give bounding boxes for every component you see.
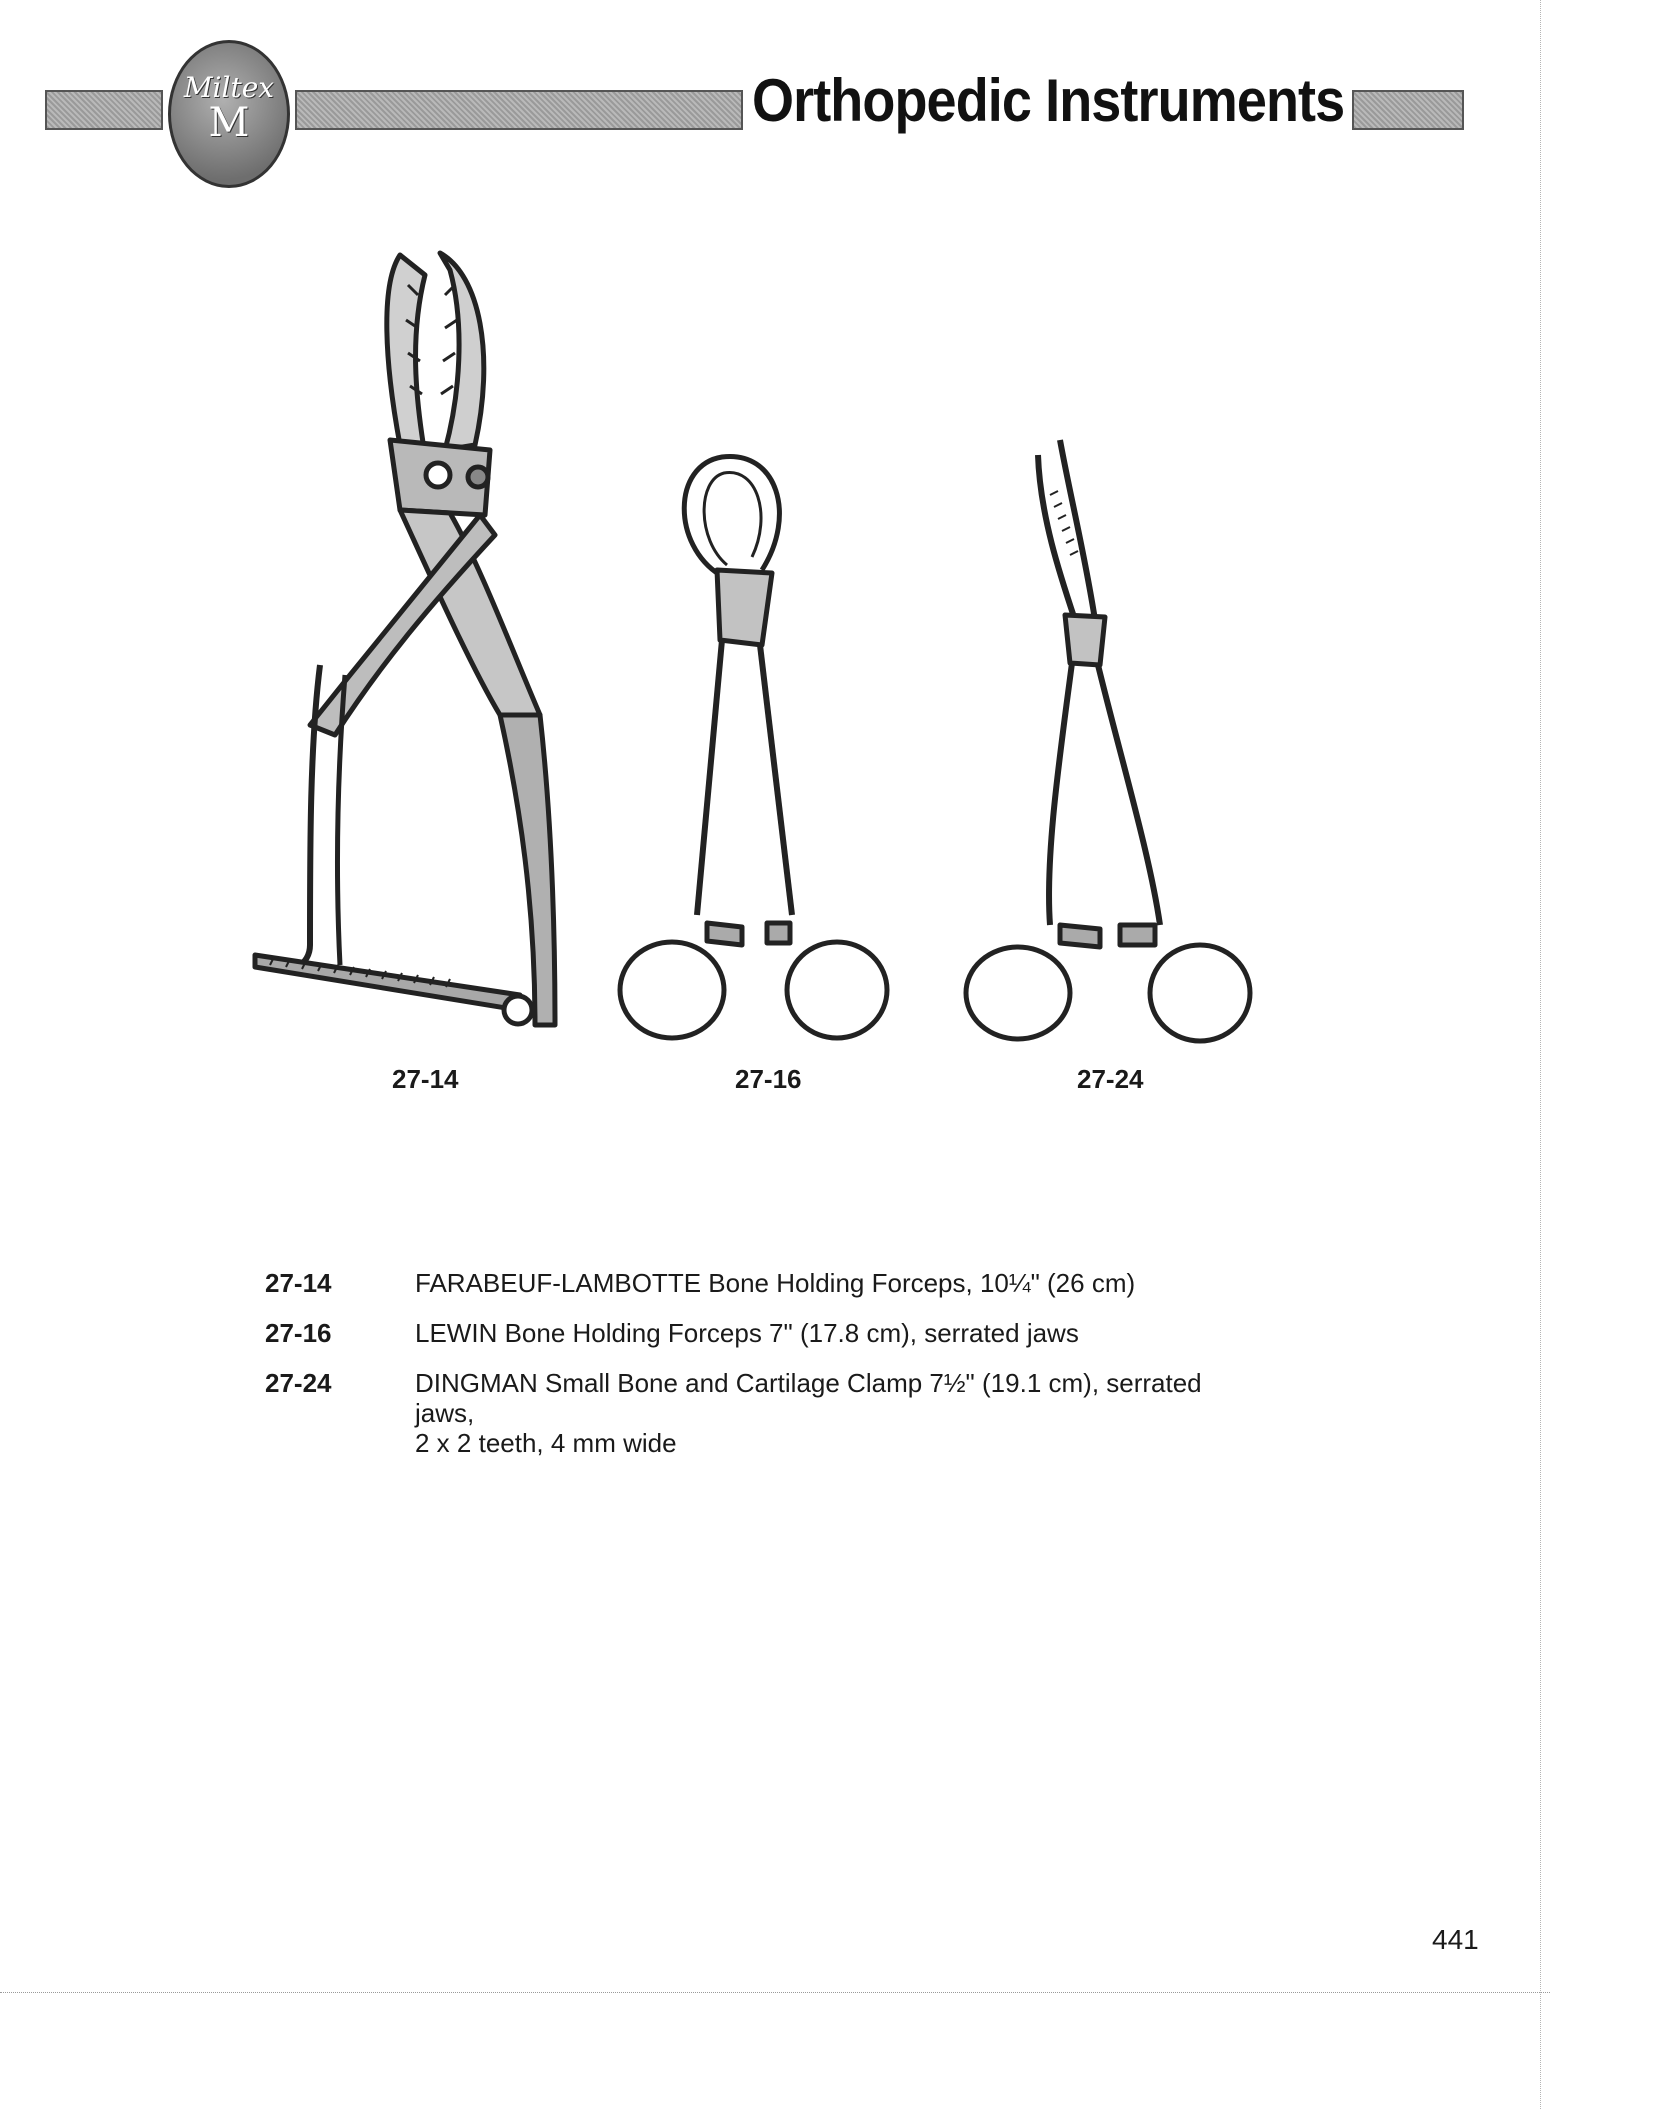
- dingman-clamp-icon: [960, 435, 1260, 1045]
- catalog-description-line2: 2 x 2 teeth, 4 mm wide: [415, 1428, 677, 1458]
- figure-label-27-14: 27-14: [392, 1064, 459, 1094]
- bone-holding-forceps-ratchet-icon: [250, 245, 580, 1045]
- page-number: 441: [1432, 1924, 1479, 1955]
- catalog-list: [265, 1268, 1265, 1478]
- catalog-code: 27-16: [265, 1318, 332, 1348]
- figure-label-27-16: 27-16: [735, 1064, 802, 1094]
- catalog-code: 27-24: [265, 1368, 332, 1398]
- scan-edge-bottom: [0, 1992, 1550, 1993]
- header-bar-right: [1352, 90, 1464, 130]
- catalog-description: LEWIN Bone Holding Forceps 7" (17.8 cm), serrated jaws: [415, 1318, 1079, 1348]
- catalog-description-block: [415, 1368, 1265, 1458]
- catalog-row: [265, 1268, 1265, 1298]
- catalog-code: 27-14: [265, 1268, 332, 1298]
- catalog-description: FARABEUF-LAMBOTTE Bone Holding Forceps, 10¼" (26 cm): [415, 1268, 1136, 1298]
- figure-label-27-24: 27-24: [1077, 1064, 1144, 1094]
- lewin-forceps-icon: [612, 445, 892, 1045]
- header-bar-left: [45, 90, 163, 130]
- catalog-row: [265, 1368, 1265, 1458]
- header-bar-middle: [295, 90, 743, 130]
- logo-brand: Miltex: [183, 71, 275, 104]
- scan-edge-right: [1540, 0, 1541, 2109]
- catalog-row: [265, 1318, 1265, 1348]
- miltex-logo: [168, 40, 290, 188]
- page-title: Orthopedic Instruments: [752, 67, 1345, 134]
- catalog-description: DINGMAN Small Bone and Cartilage Clamp 7½" (19.1 cm), serrated jaws,: [415, 1368, 1202, 1428]
- logo-mark: M: [208, 100, 250, 146]
